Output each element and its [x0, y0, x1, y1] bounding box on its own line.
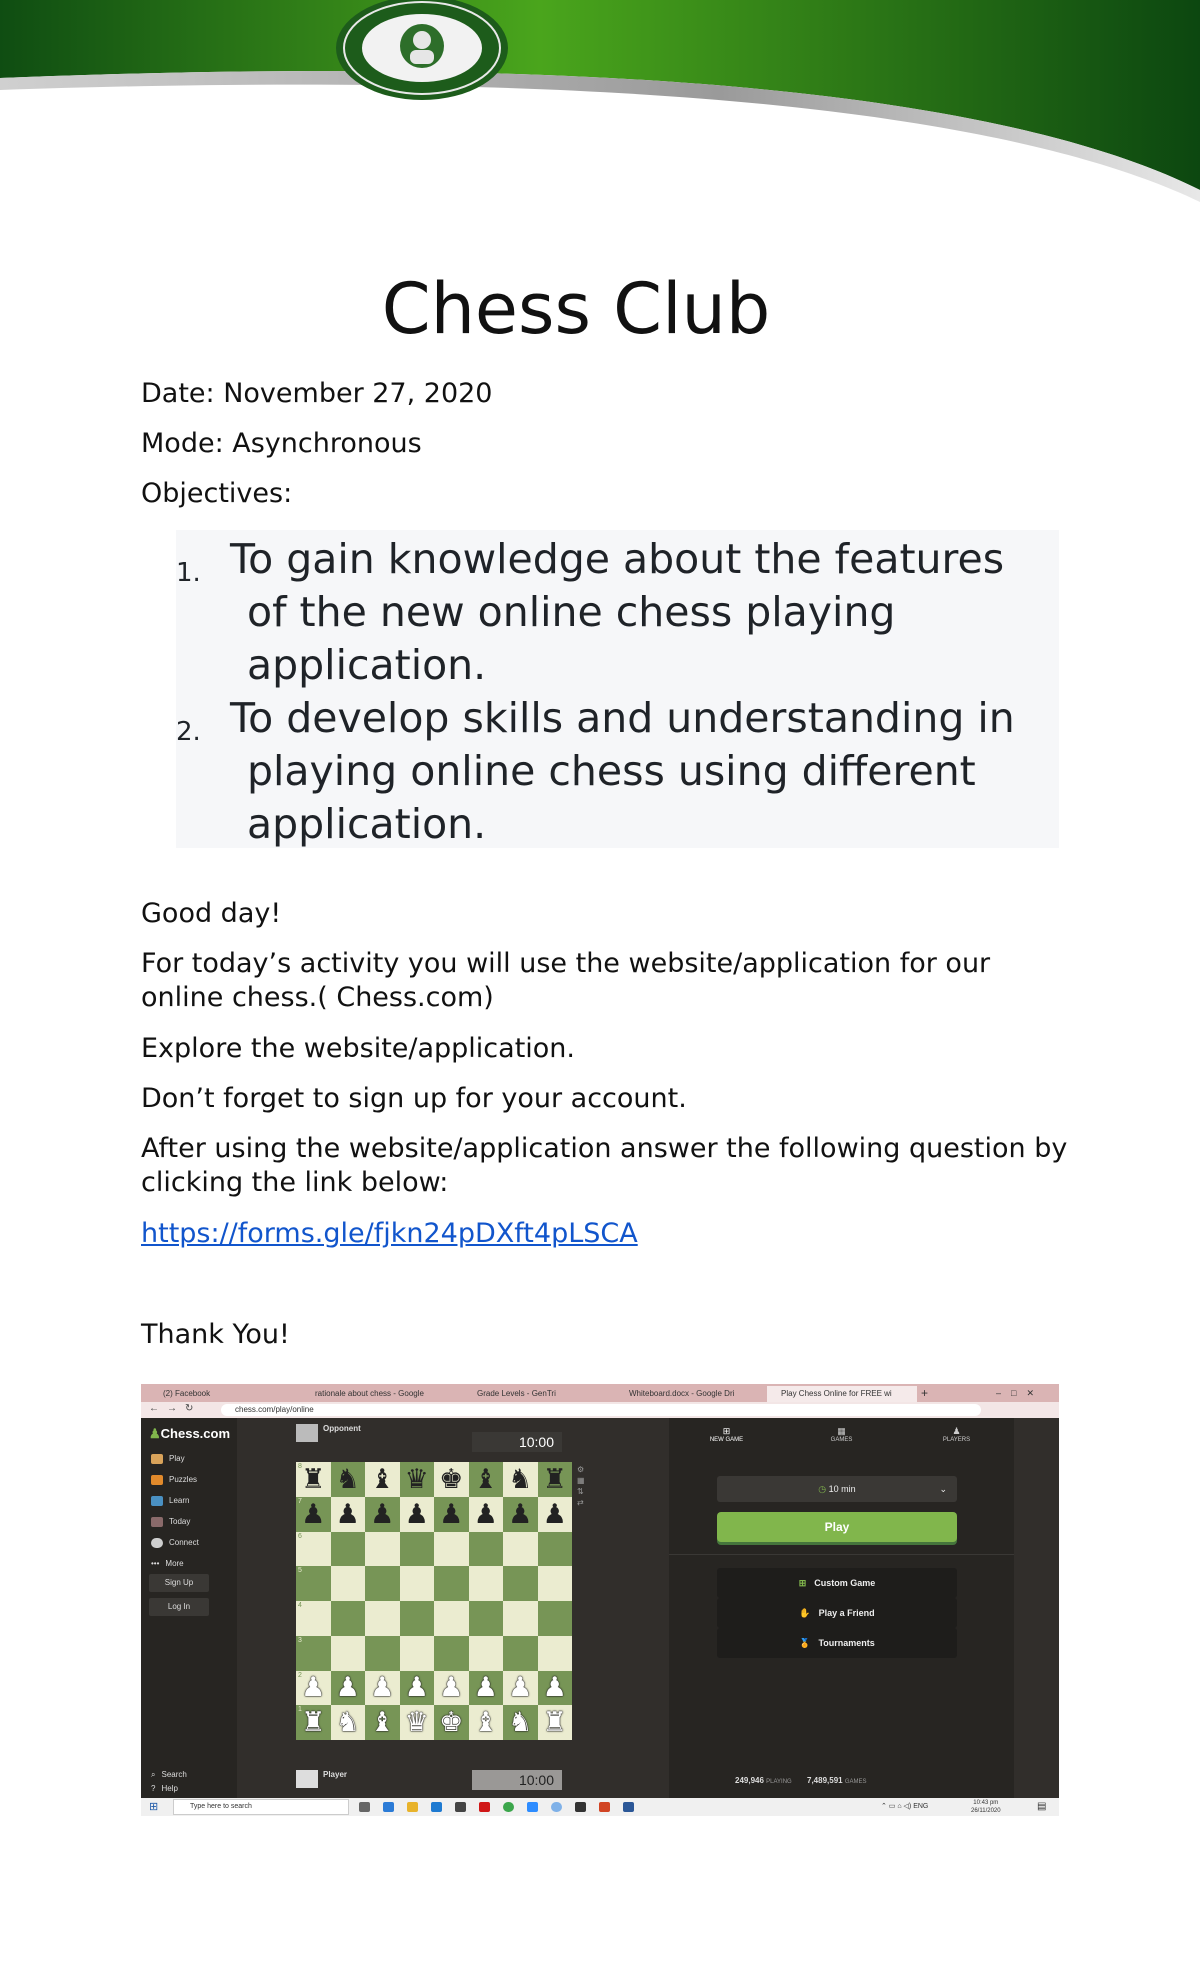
player-avatar	[296, 1770, 318, 1788]
chevron-down-icon: ⌄	[939, 1484, 947, 1494]
file-explorer-icon[interactable]	[407, 1802, 418, 1812]
puzzle-icon	[151, 1475, 163, 1485]
board-square[interactable]	[538, 1705, 573, 1740]
question-instruction: After using the website/application answer the following question by clicking the link below:	[141, 1133, 1068, 1198]
board-square[interactable]	[365, 1497, 400, 1532]
url-field[interactable]: chess.com/play/online	[221, 1404, 981, 1416]
signup-reminder: Don’t forget to sign up for your account.	[141, 1083, 687, 1114]
rank-label: 3	[298, 1636, 302, 1644]
browser-tabbar	[141, 1384, 1059, 1402]
board-square[interactable]	[469, 1671, 504, 1706]
page-title: Chess Club	[381, 268, 771, 350]
white-pawn-icon[interactable]: ♟	[508, 1672, 533, 1703]
board-controls-icon[interactable]: ⚙ ▦ ⇅ ⇄	[577, 1465, 585, 1507]
today-icon	[151, 1517, 163, 1527]
board-square[interactable]	[538, 1532, 573, 1567]
board-square[interactable]	[296, 1462, 331, 1497]
board-square[interactable]	[503, 1705, 538, 1740]
board-square[interactable]	[503, 1636, 538, 1671]
browser-tab[interactable]: Grade Levels - GenTri	[477, 1389, 556, 1398]
board-square[interactable]	[538, 1497, 573, 1532]
sidebar-item-puzzles[interactable]: Puzzles	[151, 1475, 197, 1485]
white-pawn-icon[interactable]: ♟	[542, 1672, 567, 1703]
new-game-panel	[669, 1418, 1014, 1798]
white-bishop-icon[interactable]: ♝	[370, 1707, 395, 1738]
windows-taskbar	[141, 1798, 1059, 1816]
task-view-icon[interactable]	[359, 1802, 370, 1812]
black-pawn-icon[interactable]: ♟	[404, 1498, 429, 1529]
board-square[interactable]	[296, 1601, 331, 1636]
play-friend-button[interactable]: ✋ Play a Friend	[717, 1598, 957, 1628]
board-square[interactable]	[365, 1636, 400, 1671]
nav-arrows-icon[interactable]: ←→↻	[149, 1403, 202, 1414]
games-stat: 7,489,591 GAMES	[807, 1776, 867, 1785]
play-button[interactable]: Play	[717, 1512, 957, 1542]
board-square[interactable]	[538, 1566, 573, 1601]
chess-sidebar	[141, 1418, 237, 1798]
black-pawn-icon[interactable]: ♟	[473, 1498, 498, 1529]
board-square[interactable]	[331, 1462, 366, 1497]
play-icon	[151, 1454, 163, 1464]
white-bishop-icon[interactable]: ♝	[473, 1707, 498, 1738]
rank-label: 7	[298, 1497, 302, 1505]
sidebar-item-play[interactable]: Play	[151, 1454, 185, 1464]
board-square[interactable]	[503, 1671, 538, 1706]
taskbar-search[interactable]: Type here to search	[173, 1799, 349, 1815]
black-pawn-icon[interactable]: ♟	[439, 1498, 464, 1529]
board-square[interactable]	[331, 1566, 366, 1601]
edge-icon[interactable]	[383, 1802, 394, 1812]
time-control-select[interactable]: ◷ 10 min ⌄	[717, 1476, 957, 1502]
board-square[interactable]	[331, 1636, 366, 1671]
board-square[interactable]	[469, 1497, 504, 1532]
mode-line: Mode: Asynchronous	[141, 428, 422, 459]
tab-new-game[interactable]: ⊞ NEW GAME	[709, 1426, 744, 1443]
opponent-clock: 10:00	[472, 1432, 562, 1452]
browser-tab[interactable]: (2) Facebook	[163, 1389, 211, 1398]
board-square[interactable]	[365, 1671, 400, 1706]
sidebar-search[interactable]: ⌕ Search	[151, 1770, 187, 1779]
netflix-icon[interactable]	[479, 1802, 490, 1812]
black-pawn-icon[interactable]: ♟	[301, 1498, 326, 1529]
board-square[interactable]	[538, 1601, 573, 1636]
board-square[interactable]	[434, 1462, 469, 1497]
black-pawn-icon[interactable]: ♟	[508, 1498, 533, 1529]
board-square[interactable]	[503, 1566, 538, 1601]
sidebar-item-learn[interactable]: Learn	[151, 1496, 189, 1506]
window-controls-icon[interactable]: –□✕	[996, 1388, 1044, 1398]
board-square[interactable]	[538, 1671, 573, 1706]
white-pawn-icon[interactable]: ♟	[473, 1672, 498, 1703]
board-square[interactable]	[331, 1497, 366, 1532]
objectives-label: Objectives:	[141, 478, 293, 509]
new-tab-icon[interactable]: +	[921, 1386, 929, 1400]
board-square[interactable]	[503, 1497, 538, 1532]
board-square[interactable]	[434, 1566, 469, 1601]
board-square[interactable]	[400, 1601, 435, 1636]
sidebar-help[interactable]: ? Help	[151, 1784, 178, 1793]
taskbar-clock[interactable]: 10:43 pm 26/11/2020	[971, 1800, 1001, 1814]
board-square[interactable]	[331, 1601, 366, 1636]
handshake-icon: ✋	[799, 1608, 811, 1618]
dropbox-icon[interactable]	[455, 1802, 466, 1812]
black-rook-icon[interactable]: ♜	[542, 1463, 567, 1494]
white-knight-icon[interactable]: ♞	[508, 1707, 533, 1738]
divider	[669, 1554, 1014, 1555]
board-square[interactable]	[296, 1671, 331, 1706]
trophy-icon: 🏅	[799, 1638, 811, 1648]
black-king-icon[interactable]: ♚	[439, 1463, 464, 1494]
sidebar-item-connect[interactable]: Connect	[151, 1538, 199, 1548]
opponent-avatar	[296, 1424, 318, 1442]
black-bishop-icon[interactable]: ♝	[473, 1463, 498, 1494]
date-line: Date: November 27, 2020	[141, 378, 493, 409]
browser-tab-active[interactable]: Play Chess Online for FREE wi	[767, 1386, 917, 1402]
rank-label: 8	[298, 1463, 302, 1470]
powerpoint-icon[interactable]	[599, 1802, 610, 1812]
black-pawn-icon[interactable]: ♟	[370, 1498, 395, 1529]
board-square[interactable]	[331, 1532, 366, 1567]
connect-icon	[151, 1538, 163, 1548]
thank-you: Thank You!	[141, 1319, 290, 1350]
board-square[interactable]	[400, 1671, 435, 1706]
custom-game-button[interactable]: ⊞ Custom Game	[717, 1568, 957, 1598]
board-square[interactable]	[296, 1532, 331, 1567]
board-square[interactable]	[296, 1497, 331, 1532]
explore-line: Explore the website/application.	[141, 1033, 576, 1064]
board-square[interactable]	[331, 1671, 366, 1706]
board-square[interactable]	[469, 1566, 504, 1601]
white-pawn-icon[interactable]: ♟	[439, 1672, 464, 1703]
learn-icon	[151, 1496, 163, 1506]
board-square[interactable]	[434, 1671, 469, 1706]
player-clock: 10:00	[472, 1770, 562, 1790]
white-knight-icon[interactable]: ♞	[335, 1707, 360, 1738]
rank-label: 2	[298, 1671, 302, 1679]
clock-icon: ◷	[818, 1484, 827, 1494]
search-icon: ⌕	[151, 1770, 156, 1779]
sidebar-item-more[interactable]: ••• More	[151, 1559, 184, 1568]
black-queen-icon[interactable]: ♛	[404, 1463, 429, 1494]
white-rook-icon[interactable]: ♜	[542, 1707, 567, 1738]
board-square[interactable]	[296, 1566, 331, 1601]
white-pawn-icon[interactable]: ♟	[370, 1672, 395, 1703]
board-square[interactable]	[365, 1566, 400, 1601]
chess-screenshot	[141, 1384, 1059, 1816]
board-square[interactable]	[469, 1705, 504, 1740]
black-knight-icon[interactable]: ♞	[335, 1463, 360, 1494]
browser-tab[interactable]: Whiteboard.docx - Google Dri	[629, 1389, 735, 1398]
opponent-name: Opponent	[323, 1424, 361, 1433]
board-square[interactable]	[365, 1462, 400, 1497]
sticky-notes-icon[interactable]	[575, 1802, 586, 1812]
board-square[interactable]	[434, 1497, 469, 1532]
board-square[interactable]	[469, 1601, 504, 1636]
board-square[interactable]	[400, 1636, 435, 1671]
help-icon: ?	[151, 1784, 156, 1793]
board-square[interactable]	[503, 1601, 538, 1636]
windows-start-icon[interactable]: ⊞	[149, 1801, 159, 1813]
board-square[interactable]	[331, 1705, 366, 1740]
header-banner	[0, 0, 1200, 215]
notification-icon[interactable]: ▤	[1037, 1801, 1047, 1812]
board-square[interactable]	[296, 1705, 331, 1740]
board-square[interactable]	[503, 1462, 538, 1497]
chrome-icon[interactable]	[503, 1802, 514, 1812]
board-square[interactable]	[538, 1636, 573, 1671]
sidebar-item-today[interactable]: Today	[151, 1517, 190, 1527]
white-king-icon[interactable]: ♚	[439, 1707, 464, 1738]
board-square[interactable]	[400, 1532, 435, 1567]
playing-stat: 249,946 PLAYING	[735, 1776, 792, 1785]
board-square[interactable]	[365, 1705, 400, 1740]
browser-tab[interactable]: rationale about chess - Google	[315, 1389, 424, 1398]
rank-label: 1	[298, 1706, 302, 1714]
zoom-icon[interactable]	[527, 1802, 538, 1812]
board-square[interactable]	[434, 1636, 469, 1671]
board-square[interactable]	[400, 1462, 435, 1497]
rank-label: 6	[298, 1532, 302, 1540]
board-square[interactable]	[469, 1462, 504, 1497]
white-pawn-icon[interactable]: ♟	[301, 1672, 326, 1703]
player-name: Player	[323, 1770, 348, 1779]
board-square[interactable]	[365, 1601, 400, 1636]
board-square[interactable]	[469, 1636, 504, 1671]
rank-label: 4	[298, 1602, 302, 1609]
tab-games[interactable]: ▦ GAMES	[830, 1426, 853, 1443]
tab-players[interactable]: ♟ PLAYERS	[942, 1426, 971, 1443]
chess-logo[interactable]: ♟Chess.com	[149, 1426, 231, 1441]
custom-game-icon: ⊞	[798, 1578, 807, 1588]
address-bar	[141, 1402, 1059, 1418]
system-tray[interactable]: ⌃ ▭ ⌂ ◁) ENG	[881, 1803, 929, 1810]
board-square[interactable]	[400, 1566, 435, 1601]
board-square[interactable]	[434, 1705, 469, 1740]
black-rook-icon[interactable]: ♜	[301, 1463, 326, 1494]
word-icon[interactable]	[623, 1802, 634, 1812]
board-square[interactable]	[469, 1532, 504, 1567]
board-square[interactable]	[538, 1462, 573, 1497]
white-rook-icon[interactable]: ♜	[301, 1707, 326, 1738]
chess-board[interactable]	[296, 1462, 572, 1740]
instruction-paragraph: For today’s activity you will use the website/application for our online chess.( Chess.com)	[141, 948, 991, 1013]
white-pawn-icon[interactable]: ♟	[404, 1672, 429, 1703]
black-knight-icon[interactable]: ♞	[508, 1463, 533, 1494]
log-in-button[interactable]: Log In	[149, 1598, 209, 1616]
board-square[interactable]	[365, 1532, 400, 1567]
board-square[interactable]	[503, 1532, 538, 1567]
rank-label: 5	[298, 1567, 302, 1575]
white-pawn-icon[interactable]: ♟	[335, 1672, 360, 1703]
more-icon: •••	[151, 1559, 160, 1568]
tournaments-button[interactable]: 🏅 Tournaments	[717, 1628, 957, 1658]
black-pawn-icon[interactable]: ♟	[542, 1498, 567, 1529]
sign-up-button[interactable]: Sign Up	[149, 1574, 209, 1592]
app-icon[interactable]	[551, 1802, 562, 1812]
black-pawn-icon[interactable]: ♟	[335, 1498, 360, 1529]
greeting: Good day!	[141, 898, 282, 929]
board-square[interactable]	[296, 1636, 331, 1671]
board-square[interactable]	[434, 1532, 469, 1567]
mail-icon[interactable]	[431, 1802, 442, 1812]
white-queen-icon[interactable]: ♛	[404, 1707, 429, 1738]
school-seal-logo	[336, 0, 508, 100]
board-square[interactable]	[400, 1497, 435, 1532]
board-square[interactable]	[400, 1705, 435, 1740]
form-link[interactable]: https://forms.gle/fjkn24pDXft4pLSCA	[141, 1218, 638, 1249]
black-bishop-icon[interactable]: ♝	[370, 1463, 395, 1494]
board-square[interactable]	[434, 1601, 469, 1636]
